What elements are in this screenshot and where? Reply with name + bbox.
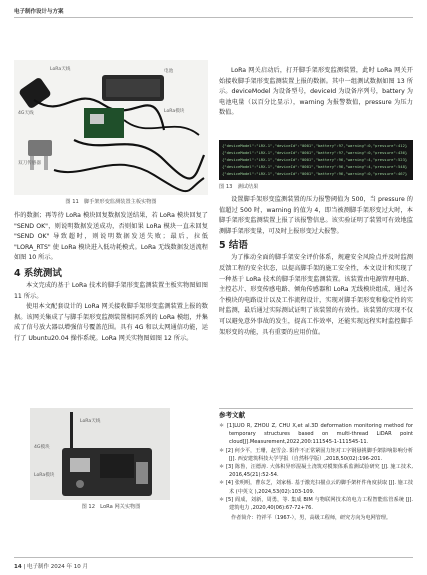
paragraph: 使用本文配套设计的 LoRa 网关接收脚手架形变监测装置上报的数据。该网关集成了与脚手架形变监测装置相同系列的 LoRa 模组，并集成了信号放大器以增强信号覆盖范围。具有 4G 和以太网通信功能，运行了 Ubuntu20.04 操作系统。LoRa 网关实物图如图 12 所示。: [14, 303, 208, 342]
figure-13-caption: 图 13 测试结果: [219, 184, 259, 190]
references-title: 参考文献: [219, 411, 245, 419]
reference-item: ＊ [1]LUO R, ZHOU Z, CHU X,et al.3D deformation monitoring method for temporary structures based on multi-thread LiDAR point cloud[J].Measurement,2022,200:111545-1-111545-11.: [219, 423, 413, 446]
paragraph: 作的数据；再等待 LoRa 模块回复数据发送结果，若 LoRa 模块回复了 "SEND OK"，则说明数据发送成功，否则如果 LoRa 模块一直未回复 "SEND OK" 导致超时，则说明数据发送失败；最后，拉低 "LORA_RTS" 使 LoRa 模块进入低功耗模式。LoRa 无线数据发送流程如图 10 所示。: [14, 212, 208, 262]
label-lora-module: LoRa模块: [164, 109, 185, 114]
reference-item: ＊ [4] 张明明，曹东芝，刘家杨. 基于激光扫描点云的脚手架杆件角度获取 [J]. 施工技术 (中英文 ),2024,53(02):103-109.: [219, 480, 413, 495]
footer-rule: [14, 557, 413, 558]
paragraph: 设置脚手架形变监测装置的压力报警阈值为 500，当 pressure 的值超过 500 时，warning 的值为 4，即当被测脚手架形变过大时，本脚手架形变监测装置上报了该报警信息。该实验证明了装置可有效地监测脚手架形变量，可及时上报形变过大报警。: [219, 196, 413, 235]
right-column-top: [219, 66, 413, 119]
paragraph: 为了推动全面的脚手架安全评价体系，规避安全风险点并及时监测反馈工程的安全状态，以提高脚手架的施工安全性，本文设计和实现了一种基于 LoRa 技术的脚手架形变监测装置。该装置由电源管理电路、主控芯片、形变传感电路、倾角传感器和 LoRa 无线模块组成，通过各个模块的电路设计以及工作流程设计，实现对脚手架形变和稳定性的实时监测，最后通过实际测试证明了该装置的有效性。该装置的实现不仅可以避免意外事故的发生，提高工作效率，还能实现远程实时监控脚手架形变的功能，具有重要的应用价值。: [219, 254, 413, 336]
reference-item: ＊ [5] 阎成，刘新，周勇，等. 集成 BIM 与物联网技术的电力工程智能监管系统 [J]. 建筑电力 ,2020,40(06):67-72+76.: [219, 496, 413, 512]
figure-12-caption: 图 12 LoRa 网关实物图: [81, 504, 141, 510]
references: [219, 410, 413, 522]
figure-13-terminal: [219, 140, 413, 180]
section-heading: 5 结语: [219, 240, 248, 252]
paragraph: 本文完成的基于 LoRa 技术的脚手架形变监测装置主板实物图如图 11 所示。: [14, 281, 208, 300]
header-rule: [14, 17, 413, 18]
figure-11-photo: [14, 60, 208, 195]
terminal-line: {"deviceModel":"LRX-1","deviceId":"0001","battery":96,"warning":4,"pressure":523}: [222, 157, 408, 162]
running-header: 电子制作设计与方案: [14, 9, 64, 15]
paragraph: LoRa 网关启动后，打开脚手架形变监测装置，此时 LoRa 网关开始接收脚手架形变监测装置上报的数据。其中一组测试数据如图 13 所示。deviceModel 为设备型号，deviceId 为设备序列号，battery 为电池电量（以百分比显示），warning 为报警数值，pressure 为压力数值。: [219, 67, 413, 117]
figure-12-photo: [30, 408, 170, 500]
journal-name: 电子制作: [27, 564, 50, 570]
section-heading: 4 系统测试: [14, 267, 62, 279]
terminal-output: [219, 140, 413, 179]
right-column-body: [219, 195, 413, 338]
terminal-line: {"deviceModel":"LRX-1","deviceId":"0001","battery":97,"warning":0,"pressure":412}: [222, 143, 408, 148]
terminal-line: {"deviceModel":"LRX-1","deviceId":"0001","battery":97,"warning":0,"pressure":436}: [222, 150, 408, 155]
label-4g-antenna: 4G天线: [18, 111, 34, 116]
page-footer: 14 | 电子制作 2024 年 10 月: [14, 564, 89, 570]
label-gateway-4g-module: 4G模块: [34, 445, 50, 450]
reference-item: ＊ [3] 陈鲁，汪德涛. 大体积异形混凝土浇筑对模架体系监测试验研究 [J]. 施工技术, 2016,45(21):52-54.: [219, 464, 413, 479]
label-gateway-lora-antenna: LoRa天线: [80, 419, 101, 424]
author-bio: 作者简介：符祥平（1967-），男，高级工程师，研究方向为电网管理。: [231, 515, 391, 522]
figure-11-caption: 图 11 脚手架形变监测装置主板实物图: [65, 199, 157, 205]
terminal-line: {"deviceModel":"LRX-1","deviceId":"0001","battery":96,"warning":4,"pressure":548}: [222, 164, 408, 169]
label-sensor: 双刀传感器: [18, 161, 41, 166]
issue-date: 2024 年 10 月: [50, 564, 89, 570]
reference-item: ＊ [2] 何少平，王珊，赵雪会. 阳作不正常紧固力矩对工字钢悬挑脚手架影响影响分析 [J]. 西安建筑科技大学学报（自然科学版）,2018,50(02):196-201.: [219, 447, 413, 462]
device-board-illustration: [14, 60, 208, 195]
label-gateway-lora-module: LoRa模块: [34, 473, 55, 478]
label-lora-antenna: LoRa天线: [50, 67, 71, 72]
label-battery: 电池: [164, 69, 174, 74]
left-column: [14, 211, 208, 345]
page-number: 14: [14, 564, 22, 570]
refs-rule: [219, 408, 413, 409]
terminal-line: {"deviceModel":"LRX-1","deviceId":"0001","battery":96,"warning":0,"pressure":467}: [222, 171, 408, 176]
